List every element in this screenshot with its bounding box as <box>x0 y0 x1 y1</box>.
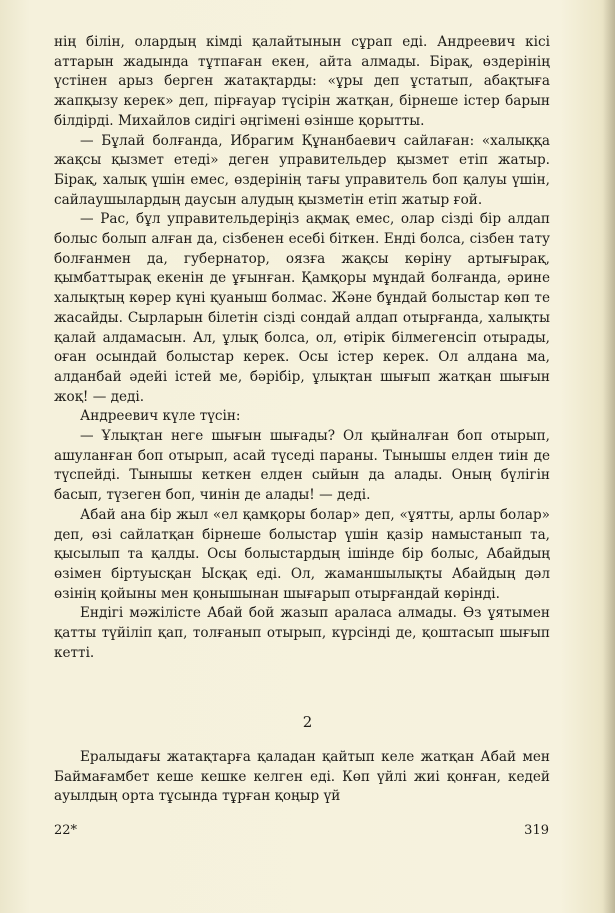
paragraph: Ералыдағы жатақтарға қаладан қайтып келе жатқан Абай мен Баймағамбет кеше кешке келген еді. Көп үйлі жиі қонған, кедей ауылдың орта тұсында тұрған қоңыр үй <box>54 749 550 805</box>
paragraph: Абай ана бір жыл «ел қамқоры болар» деп, «ұятты, арлы болар» деп, өзі сайлатқан бірнеше болыстар үшін қазір намыстанып та, қысылып та қалды. Осы болыстардың ішінде бір болыс, Абайдың өзімен біртуысқан Ысқақ еді. Ол, жаманшылықты Абайдың дәл өзінің қойыны мен қонышынан шығарып отырғандай көрінді. <box>54 506 550 602</box>
paragraph: — Рас, бұл управительдеріңіз ақмақ емес, олар сізді бір алдап болыс болып алған да, сізбенен есебі біткен. Енді болса, сізбен тату болғанмен да, губернатор, оязға жақсы көріну артығырақ, қымбаттырақ екенін де ұғынған. Қамқоры мұндай болғанда, әрине халықтың көрер күні қуаныш болмас. Және бұндай болыстар көп те жасайды. Сырларын білетін сізді сондай алдап отырғанда, халықты қалай алдамасын. Ал, ұлық болса, ол, өтірік білмегенсіп отырады, оған осындай болыстар керек. Осы істер керек. Ол алдана ма, алданбай әдейі істей ме, бәрібір, ұлықтан шығып жатқан шығын жоқ! — деді. <box>54 211 550 405</box>
page-spine-shadow <box>603 0 615 913</box>
signature-mark: 22* <box>54 823 78 838</box>
paragraph: Андреевич күле түсін: <box>80 408 241 425</box>
section-two-text <box>54 748 550 807</box>
section-number: 2 <box>302 713 313 731</box>
paragraph: Ендігі мәжілісте Абай бой жазып араласа алмады. Өз ұятымен қатты түйіліп қап, толғанып отырып, күрсінді де, қоштасып шығып кетті. <box>54 605 550 661</box>
main-text <box>54 33 550 664</box>
page-number: 319 <box>524 823 549 838</box>
paragraph: — Бұлай болғанда, Ибрагим Құнанбаевич сайлаған: «халыққа жақсы қызмет етеді» деген управительдер қызмет етіп жатыр. Бірақ, халық үшін емес, өздерінің тағы управитель боп қалуы үшін, сайлаушылардың даусын алудың қызметін етіп жатыр ғой. <box>54 132 550 208</box>
paragraph: нің білін, олардың кімді қалайтынын сұрап еді. Андреевич кісі аттарын жадында тұтпаған екен, айта алмады. Бірақ, өздерінің үстінен арыз берген жатақтарды: «ұры деп ұстатып, абақтыға жапқызу керек» деп, пірғауар түсірін жатқан, бірнеше істер барын білдірді. Михайлов сидігі әңгімені өзінше қорытты. <box>54 34 550 129</box>
paragraph: — Ұлықтан неге шығын шығады? Ол қыйналған боп отырып, ашуланған боп отырып, асай түседі параны. Тынышы елден тиін де түспейді. Тынышы кеткен елден сыйын да алады. Оның бүлігін басып, түзеген боп, чинін де алады! — деді. <box>54 428 550 504</box>
